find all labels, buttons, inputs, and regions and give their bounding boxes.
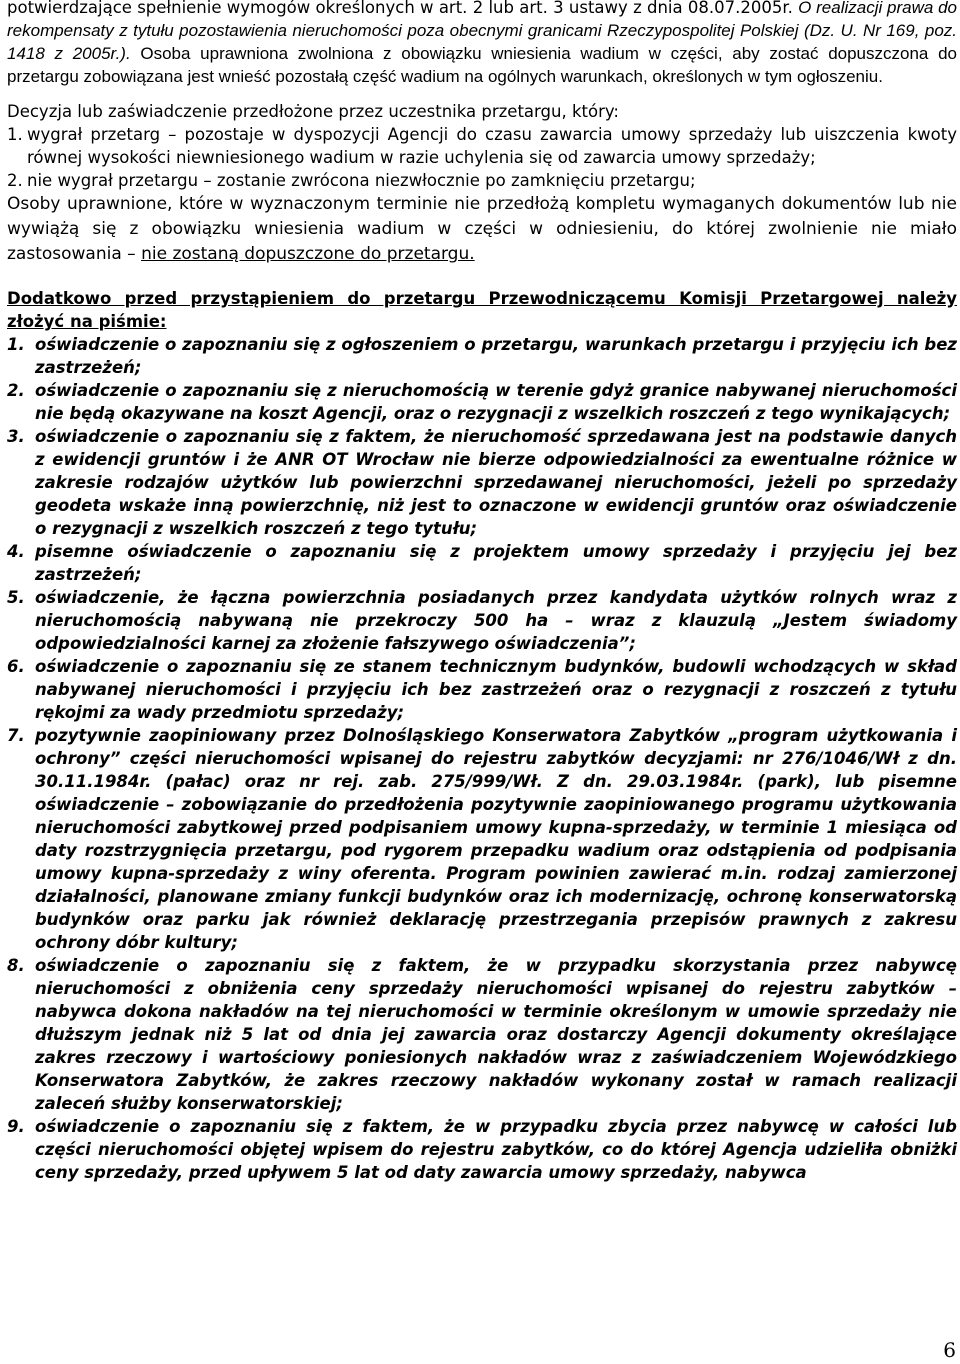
- statement-item: [7, 724, 957, 954]
- statement-item: [7, 586, 957, 655]
- statement-item: [7, 954, 957, 1115]
- statement-number: 8.: [7, 956, 25, 975]
- statement-item: [7, 333, 957, 379]
- decision-item: [7, 123, 957, 169]
- decision-item-number: 2.: [7, 171, 23, 190]
- decision-intro: Decyzja lub zaświadczenie przedłożone przez uczestnika przetargu, który:: [7, 102, 619, 121]
- statement-number: 2.: [7, 381, 25, 400]
- statement-number: 4.: [7, 542, 25, 561]
- statement-number: 9.: [7, 1117, 25, 1136]
- decision-item-number: 1.: [7, 125, 23, 144]
- statement-text: pisemne oświadczenie o zapoznaniu się z projektem umowy sprzedaży i przyjęciu jej bez zastrzeżeń;: [35, 542, 957, 584]
- statement-text: oświadczenie, że łączna powierzchnia posiadanych przez kandydata użytków rolnych wraz z nieruchomością nabywaną nie przekroczy 500 ha – wraz z klauzulą „Jestem świadomy odpowiedzialności karnej za złożenie fałszywego oświadczenia”;: [35, 588, 957, 653]
- intro-paragraph: [7, 0, 957, 88]
- statement-item: [7, 1115, 957, 1184]
- statement-number: 1.: [7, 335, 25, 354]
- statement-text: pozytywnie zaopiniowany przez Dolnośląskiego Konserwatora Zabytków „program użytkowania i ochrony” części nieruchomości wpisanej do rejestru zabytków decyzjami: nr 276/1046/Wł z dn. 30.11.1984r. (pałac) oraz nr rej. zab. 275/999/Wł. Z dn. 29.03.1984r. (park), lub pisemne oświadczenie – zobowiązanie do przedłożenia pozytywnie zaopiniowanego programu użytkowania nieruchomości zabytkowej przed podpisaniem umowy kupna-sprzedaży, w terminie 1 miesiąca od daty rozstrzygnięcia przetargu, pod rygorem przepadku wadium oraz odstąpienia od podpisania umowy kupna-sprzedaży z winy oferenta. Program powinien zawierać m.in. rodzaj zamierzonej działalności, planowane zmiany funkcji budynków oraz ich modernizację, ochronę konserwatorską budynków oraz parku jak również deklarację przestrzegania przepisów prawnych z zakresu ochrony dóbr kultury;: [35, 726, 957, 952]
- intro-part1: potwierdzające spełnienie wymogów określonych w art. 2 lub art. 3 ustawy z dnia 08.07.2005r.: [7, 0, 793, 17]
- statement-number: 3.: [7, 427, 25, 446]
- decision-item-text: wygrał przetarg – pozostaje w dyspozycji Agencji do czasu zawarcia umowy sprzedaży lub uiszczenia kwoty równej wysokości niewniesionego wadium w razie uchylenia się od zawarcia umowy sprzedaży;: [27, 125, 957, 167]
- statement-text: oświadczenie o zapoznaniu się z faktem, że nieruchomość sprzedawana jest na podstawie danych z ewidencji gruntów i że ANR OT Wrocław nie bierze odpowiedzialności za ewentualne różnice w zakresie rodzajów użytków lub powierzchni sprzedawanej nieruchomości, jeżeli po sprzedaży geodeta wskaże inną powierzchnię, niż jest to oznaczone w ewidencji gruntów oraz oświadczenie o rezygnacji z wszelkich roszczeń z tego tytułu;: [35, 427, 957, 538]
- statement-item: [7, 655, 957, 724]
- statement-text: oświadczenie o zapoznaniu się z faktem, że w przypadku skorzystania przez nabywcę nieruchomości z obniżenia ceny sprzedaży nieruchomości wpisanej do rejestru zabytków – nabywca dokona nakładów na tej nieruchomości w terminie określonym w umowie sprzedaży nie dłuższym jednak niż 5 lat od dnia jej zawarcia oraz dostarczy Agencji dokumenty określające zakres rzeczowy i wartościowy poniesionych nakładów wraz z zaświadczeniem Wojewódzkiego Konserwatora Zabytków, że zakres rzeczowy nakładów wykonany został w ramach realizacji zaleceń służby konserwatorskiej;: [35, 956, 957, 1113]
- intro-part3: Osoba uprawniona zwolniona z obowiązku wniesienia wadium w części, aby zostać dopuszczona do przetargu zobowiązana jest wnieść pozostałą część wadium na ogólnych warunkach, określonych w tym ogłoszeniu.: [7, 44, 957, 86]
- persons-paragraph: [7, 192, 957, 267]
- decision-list: [7, 123, 957, 192]
- statement-text: oświadczenie o zapoznaniu się ze stanem technicznym budynków, budowli wchodzących w skład nabywanej nieruchomości i przyjęciu ich bez zastrzeżeń oraz o rezygnacji z roszczeń z tytułu rękojmi za wady przedmiotu sprzedaży;: [35, 657, 957, 722]
- statement-item: [7, 379, 957, 425]
- persons-underlined-text: nie zostaną dopuszczone do przetargu.: [141, 244, 475, 264]
- statements-list: [7, 333, 957, 1184]
- statement-text: oświadczenie o zapoznaniu się z faktem, że w przypadku zbycia przez nabywcę w całości lub części nieruchomości objętej wpisem do rejestru zabytków, co do której Agencja udzieliła obniżki ceny sprzedaży, przed upływem 5 lat od daty zawarcia umowy sprzedaży, nabywca: [35, 1117, 957, 1182]
- spacer: [7, 267, 957, 287]
- persons-main-text: Osoby uprawnione, które w wyznaczonym terminie nie przedłożą kompletu wymaganych dokumentów lub nie wywiążą się z obowiązku wniesienia wadium w części w odniesieniu, do której zwolnienie nie miało zastosowania –: [7, 194, 957, 264]
- statement-item: [7, 540, 957, 586]
- intro-act-title: O realizacji prawa do rekompensaty z tytułu pozostawienia nieruchomości poza obecnymi granicami Rzeczypospolitej Polskiej (Dz. U. Nr 169, poz. 1418 z 2005r.).: [7, 0, 957, 63]
- document-page: [7, 0, 957, 1184]
- statement-text: oświadczenie o zapoznaniu się z nieruchomością w terenie gdyż granice nabywanej nieruchomości nie będą okazywane na koszt Agencji, oraz o rezygnacji z wszelkich roszczeń z tego wynikających;: [35, 381, 957, 423]
- spacer: [7, 88, 957, 100]
- statement-number: 7.: [7, 726, 25, 745]
- statement-number: 5.: [7, 588, 25, 607]
- section-heading: Dodatkowo przed przystąpieniem do przetargu Przewodniczącemu Komisji Przetargowej należy złożyć na piśmie:: [7, 289, 957, 331]
- page-number: 6: [943, 1338, 956, 1362]
- statement-number: 6.: [7, 657, 25, 676]
- decision-item-text: nie wygrał przetargu – zostanie zwrócona niezwłocznie po zamknięciu przetargu;: [27, 171, 696, 190]
- decision-item: [7, 169, 957, 192]
- statement-item: [7, 425, 957, 540]
- statement-text: oświadczenie o zapoznaniu się z ogłoszeniem o przetargu, warunkach przetargu i przyjęciu ich bez zastrzeżeń;: [35, 335, 957, 377]
